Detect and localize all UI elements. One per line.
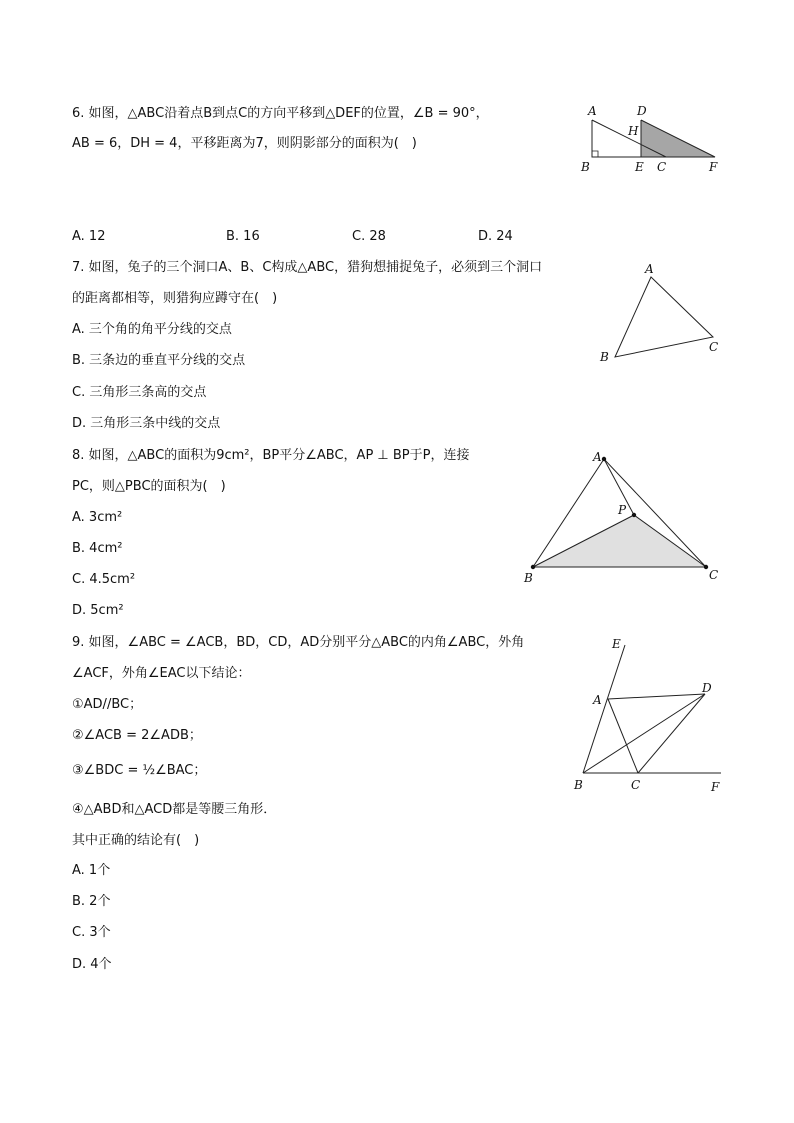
- q9-stem-line2: ∠ACF，外角∠EAC以下结论：: [72, 666, 251, 681]
- q7-label-b: B: [600, 350, 609, 364]
- q9-prompt: 其中正确的结论有( ): [72, 833, 200, 848]
- q6-label-a: A: [588, 104, 597, 118]
- q9-label-d: D: [702, 681, 712, 695]
- q9-option-d: D. 4个: [72, 957, 112, 972]
- q7-label-c: C: [709, 340, 719, 354]
- q9-label-b: B: [574, 778, 583, 792]
- q9-ray-be: [583, 645, 625, 773]
- q8-stem-line2: PC，则△PBC的面积为( ): [72, 479, 226, 494]
- q8-label-b: B: [524, 571, 533, 585]
- q6-figure: [570, 100, 730, 180]
- q6-label-b: B: [581, 160, 590, 174]
- q6-label-f: F: [709, 160, 718, 174]
- q9-statement-2: ②∠ACB = 2∠ADB；: [72, 728, 202, 743]
- q9-segment-ac: [608, 699, 638, 773]
- q7-figure: [595, 260, 725, 370]
- q9-label-a: A: [593, 693, 602, 707]
- q7-option-b: B. 三条边的垂直平分线的交点: [72, 353, 246, 368]
- q8-option-d: D. 5cm²: [72, 603, 124, 618]
- q7-option-c: C. 三角形三条高的交点: [72, 385, 207, 400]
- q6-option-b: B. 16: [226, 229, 260, 244]
- q7-stem-line1: 7. 如图，兔子的三个洞口A、B、C构成△ABC，猎狗想捕捉兔子，必须到三个洞口: [72, 260, 543, 275]
- q9-label-e: E: [612, 637, 621, 651]
- q7-triangle-abc: [615, 277, 713, 357]
- q9-statement-4: ④△ABD和△ACD都是等腰三角形．: [72, 802, 277, 817]
- q6-label-c: C: [657, 160, 667, 174]
- q7-option-a: A. 三个角的角平分线的交点: [72, 322, 232, 337]
- q8-option-a: A. 3cm²: [72, 510, 123, 525]
- q6-right-angle-mark: [592, 151, 598, 157]
- q9-option-b: B. 2个: [72, 894, 111, 909]
- q8-point-a: [602, 457, 606, 461]
- q8-figure: [515, 445, 730, 590]
- q9-option-a: A. 1个: [72, 863, 111, 878]
- q9-option-c: C. 3个: [72, 925, 111, 940]
- q8-point-p: [632, 513, 636, 517]
- q9-label-f: F: [711, 780, 720, 794]
- q6-stem-line2: AB = 6，DH = 4，平移距离为7，则阴影部分的面积为( ): [72, 136, 417, 151]
- q8-label-a: A: [593, 450, 602, 464]
- q9-segment-ad: [608, 694, 705, 699]
- q8-point-b: [531, 565, 535, 569]
- q9-statement-3: ③∠BDC = ½∠BAC；: [72, 763, 207, 778]
- q9-stem-line1: 9. 如图，∠ABC = ∠ACB，BD，CD，AD分别平分△ABC的内角∠ABC，外角: [72, 635, 525, 650]
- q6-stem-line1: 6. 如图，△ABC沿着点B到点C的方向平移到△DEF的位置，∠B = 90°，: [72, 106, 489, 121]
- q8-point-c: [704, 565, 708, 569]
- q8-label-p: P: [618, 503, 627, 517]
- q8-label-c: C: [709, 568, 719, 582]
- q6-option-c: C. 28: [352, 229, 386, 244]
- q8-option-c: C. 4.5cm²: [72, 572, 136, 587]
- q9-label-c: C: [631, 778, 641, 792]
- q6-label-h: H: [628, 124, 639, 138]
- q8-stem-line1: 8. 如图，△ABC的面积为9cm²，BP平分∠ABC，AP ⊥ BP于P，连接: [72, 448, 470, 463]
- q7-option-d: D. 三角形三条中线的交点: [72, 416, 221, 431]
- q7-stem-line2: 的距离都相等，则猎狗应蹲守在( ): [72, 291, 278, 306]
- q6-label-e: E: [635, 160, 644, 174]
- q7-label-a: A: [645, 262, 654, 276]
- q9-figure: [568, 632, 728, 797]
- q6-label-d: D: [637, 104, 647, 118]
- q6-option-d: D. 24: [478, 229, 513, 244]
- q9-statement-1: ①AD//BC；: [72, 697, 143, 712]
- q8-option-b: B. 4cm²: [72, 541, 123, 556]
- q6-option-a: A. 12: [72, 229, 106, 244]
- q9-segment-cd: [638, 694, 705, 773]
